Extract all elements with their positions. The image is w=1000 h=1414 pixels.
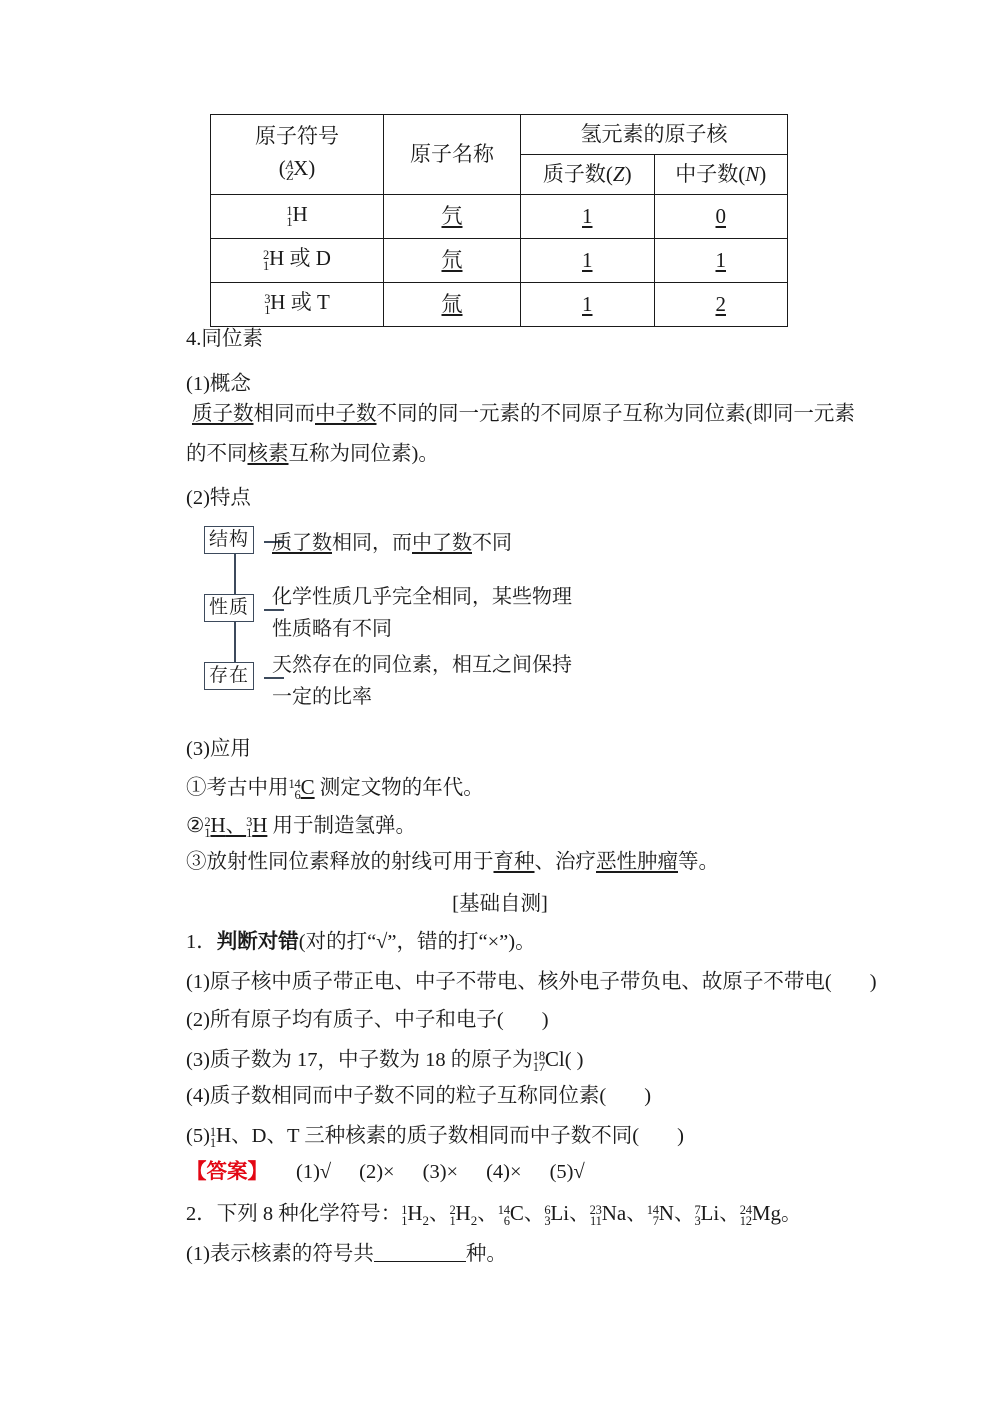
diagram-box-existence: 存在 — [204, 662, 254, 690]
proton-label: 质子数( — [542, 161, 613, 186]
mass-number: A — [285, 158, 294, 173]
item-paren: ) — [644, 1085, 652, 1107]
nuclide-symbol — [589, 1201, 627, 1228]
element-symbol: H — [252, 813, 268, 837]
item-text: 所有原子均有质子、中子和电子( — [209, 1009, 504, 1031]
isotope-table — [210, 114, 788, 327]
nuclide-symbol — [739, 1201, 781, 1228]
neutron-symbol: N — [745, 161, 760, 186]
neutron-label: 中子数( — [675, 161, 746, 186]
q2-symbol-list — [401, 1201, 781, 1229]
app1-text-post: 测定文物的年代。 — [314, 777, 484, 799]
mass-number: 2 — [204, 815, 211, 830]
nuclide-tritium — [246, 813, 268, 840]
table-row — [211, 238, 788, 282]
atomic-number: 1 — [246, 826, 253, 840]
application-item-3 — [186, 848, 719, 878]
item-label: (2) — [186, 1009, 210, 1031]
mass-number: 1 — [209, 1125, 216, 1140]
application-item-2 — [186, 810, 416, 846]
nuclide-notation — [263, 246, 269, 276]
nuclide-notation — [264, 290, 270, 320]
cell-name: 氕 — [384, 194, 521, 238]
item-paren: ) — [677, 1125, 684, 1147]
app3-text-c: 等。 — [678, 851, 719, 873]
term-breeding: 育种 — [493, 851, 535, 873]
mass-number: 3 — [264, 292, 271, 307]
header-cell-neutron — [654, 154, 788, 194]
atomic-number: Z — [286, 168, 294, 183]
proton-paren: ) — [624, 161, 632, 186]
app2-text-post: 用于制造氢弹。 — [267, 815, 416, 837]
item-label: (4) — [186, 1085, 210, 1107]
item-text: 质子数为 17，中子数为 18 的原子为 — [209, 1049, 533, 1071]
cell-neutron: 2 — [654, 282, 788, 326]
cell-proton: 1 — [521, 282, 655, 326]
atomic-number: 11 — [590, 1214, 602, 1228]
answer-label: 【答案】 — [186, 1161, 268, 1183]
concept-text-a: 相同而 — [253, 403, 315, 425]
atomic-number: 1 — [263, 258, 270, 273]
concept-text-c: 的不同 — [186, 443, 248, 465]
nuclide-carbon-14 — [288, 775, 315, 802]
nuclide-symbol — [497, 1201, 524, 1228]
diagram-text-end: 不同 — [472, 532, 512, 554]
diagram-text-properties-line2: 性质略有不同 — [272, 618, 392, 640]
atomic-number: 1 — [264, 302, 271, 317]
atomic-number: 3 — [694, 1214, 701, 1228]
judgement-item-3 — [186, 1044, 584, 1080]
item-text: 、D、T 三种核素的质子数相同而中子数不同( — [231, 1125, 640, 1147]
header-cell-symbol — [211, 115, 384, 195]
symbol-separator: 、 — [626, 1203, 647, 1225]
table-row — [211, 282, 788, 326]
element-symbol: Li — [550, 1201, 570, 1225]
element-symbol: C — [509, 1201, 524, 1225]
judgement-item-1 — [186, 968, 877, 998]
header-symbol-line2 — [213, 155, 381, 186]
element-symbol: H — [215, 1123, 232, 1147]
element-symbol: H — [407, 1201, 423, 1225]
cell-symbol — [211, 194, 384, 238]
symbol-separator: 、 — [673, 1203, 695, 1225]
neutron-paren: ) — [759, 161, 767, 186]
app3-text-b: 、治疗 — [534, 851, 596, 873]
answer-2: (2)× — [359, 1161, 395, 1183]
concept-line-2 — [186, 440, 439, 470]
mass-number: 2 — [449, 1203, 456, 1218]
answer-5: (5)√ — [549, 1161, 585, 1183]
app2-separator: 、 — [225, 815, 247, 837]
nuclide-symbol — [449, 1201, 478, 1229]
atomic-number: 1 — [449, 1214, 456, 1228]
molecule-subscript: 2 — [422, 1213, 429, 1229]
q1-bold-label: 判断对错 — [216, 931, 299, 953]
subsection-label-concept: (1)概念 — [186, 373, 251, 395]
element-symbol: Na — [601, 1201, 627, 1225]
header-cell-group: 氢元素的原子核 — [521, 115, 788, 155]
atomic-number: 1 — [401, 1214, 408, 1228]
item-paren: ) — [869, 971, 877, 993]
mass-number: 3 — [246, 815, 253, 830]
features-diagram — [198, 520, 618, 710]
atomic-number: 1 — [286, 214, 293, 229]
answer-1: (1)√ — [296, 1161, 332, 1183]
element-symbol: H 或 D — [269, 245, 331, 270]
cell-name: 氘 — [384, 238, 521, 282]
element-symbol: H 或 T — [270, 289, 330, 314]
term-neutron-number: 中子数 — [315, 403, 377, 425]
cell-neutron: 1 — [654, 238, 788, 282]
mass-number: 1 — [286, 204, 293, 219]
nuclide-deuterium — [204, 813, 226, 840]
fill-in-blank[interactable] — [374, 1245, 466, 1262]
item-label: (5) — [186, 1125, 210, 1147]
mass-number: 23 — [589, 1203, 602, 1218]
table-row — [211, 194, 788, 238]
molecule-subscript: 2 — [470, 1213, 478, 1229]
header-symbol-line1: 原子符号 — [255, 124, 339, 148]
term-proton-number: 质子数 — [192, 403, 254, 425]
table-header-row — [211, 115, 788, 155]
mass-number: 2 — [263, 248, 270, 263]
item-text: 原子核中质子带正电、中子不带电、核外电子带负电、故原子不带电( — [209, 971, 832, 993]
judgement-item-5 — [186, 1120, 684, 1156]
term-proton-number-2: 质了数 — [272, 532, 332, 554]
diagram-text-structure — [272, 528, 512, 558]
atomic-number: 3 — [544, 1214, 551, 1228]
app2-marker: ② — [186, 815, 205, 837]
item-label: (1) — [186, 971, 210, 993]
nuclide-chlorine — [533, 1047, 545, 1079]
symbol-separator: 、 — [569, 1203, 590, 1225]
q2-sub1-text-post: 种。 — [465, 1243, 507, 1265]
atomic-number: 7 — [652, 1214, 659, 1228]
term-nuclide: 核素 — [247, 443, 289, 465]
atomic-number: 12 — [739, 1214, 752, 1228]
q2-number: 2． — [186, 1203, 217, 1225]
element-symbol: Li — [700, 1201, 720, 1225]
cell-symbol — [211, 282, 384, 326]
element-symbol: H — [292, 201, 308, 226]
application-item-1 — [186, 772, 484, 808]
proton-symbol: Z — [612, 161, 625, 186]
element-symbol: Cl — [544, 1047, 565, 1071]
answer-4: (4)× — [486, 1161, 522, 1183]
nuclide-notation — [286, 202, 292, 232]
concept-text-b: 不同的同一元素的不同原子互称为同位素(即同一元素 — [376, 403, 855, 425]
atomic-number: 6 — [294, 788, 301, 802]
symbol-separator: 、 — [523, 1203, 545, 1225]
judgement-item-2 — [186, 1006, 549, 1036]
mass-number: 14 — [646, 1203, 659, 1218]
diagram-box-structure: 结构 — [204, 526, 254, 554]
header-symbol-x: X) — [293, 155, 316, 180]
q1-instruction: (对的打“√”，错的打“×”)。 — [298, 931, 536, 953]
judgement-item-4 — [186, 1082, 651, 1112]
question-2 — [186, 1198, 802, 1234]
diagram-box-properties: 性质 — [204, 594, 254, 622]
cell-name: 氚 — [384, 282, 521, 326]
app3-text-a: ③放射性同位素释放的射线可用于 — [186, 851, 494, 873]
item-paren: ) — [541, 1009, 549, 1031]
cell-proton: 1 — [521, 194, 655, 238]
q2-text: 下列 8 种化学符号： — [216, 1203, 402, 1225]
nuclide-notation — [286, 156, 293, 186]
nuclide-symbol — [694, 1201, 720, 1228]
symbol-separator: 、 — [428, 1203, 450, 1225]
term-neutron-number-2: 中了数 — [412, 532, 472, 554]
symbol-separator: 、 — [477, 1203, 498, 1225]
nuclide-symbol — [544, 1201, 570, 1228]
q2-period: 。 — [781, 1203, 802, 1225]
element-symbol: Mg — [751, 1201, 781, 1225]
mass-number: 6 — [544, 1203, 551, 1218]
paren-open: ( — [278, 155, 286, 180]
cell-proton: 1 — [521, 238, 655, 282]
cell-neutron: 0 — [654, 194, 788, 238]
q1-number: 1． — [186, 931, 217, 953]
atomic-number: 6 — [503, 1214, 510, 1228]
mass-number: 18 — [532, 1049, 545, 1064]
mass-number: 14 — [497, 1203, 510, 1218]
symbol-separator: 、 — [719, 1203, 740, 1225]
term-malignant-tumor: 恶性肿瘤 — [596, 851, 678, 873]
nuclide-protium — [210, 1123, 216, 1155]
answer-blank[interactable]: ( ) — [564, 1049, 584, 1071]
app1-text-pre: ①考古中用 — [186, 777, 289, 799]
diagram-text-existence-line1: 天然存在的同位素，相互之间保持 — [272, 654, 572, 676]
cell-symbol — [211, 238, 384, 282]
subsection-label-features: (2)特点 — [186, 487, 251, 509]
element-symbol: H — [455, 1201, 471, 1225]
nuclide-symbol — [401, 1201, 429, 1229]
header-cell-proton — [521, 154, 655, 194]
diagram-text-existence-line2: 一定的比率 — [272, 686, 372, 708]
mass-number: 14 — [288, 777, 301, 792]
element-symbol: N — [658, 1201, 674, 1225]
mass-number: 1 — [401, 1203, 408, 1218]
question-1 — [186, 928, 536, 958]
mass-number: 24 — [739, 1203, 752, 1218]
item-label: (3) — [186, 1049, 210, 1071]
question-2-sub1 — [186, 1240, 507, 1270]
concept-line-1 — [192, 400, 855, 430]
diagram-text-mid: 相同，而 — [332, 532, 412, 554]
atomic-number: 1 — [209, 1136, 216, 1150]
answer-row — [186, 1158, 585, 1188]
q2-sub1-text-pre: (1)表示核素的符号共 — [186, 1243, 374, 1265]
subsection-label-application: (3)应用 — [186, 738, 251, 760]
header-cell-name: 原子名称 — [384, 115, 521, 195]
element-symbol: C — [300, 775, 315, 799]
diagram-text-properties-line1: 化学性质几乎完全相同，某些物理 — [272, 586, 572, 608]
mass-number: 7 — [694, 1203, 701, 1218]
atomic-number: 17 — [532, 1060, 545, 1074]
selftest-title: [基础自测] — [452, 893, 548, 915]
element-symbol: H — [210, 813, 226, 837]
answer-3: (3)× — [422, 1161, 459, 1183]
section-heading-isotope: 4.同位素 — [186, 328, 263, 350]
concept-text-d: 互称为同位素)。 — [288, 443, 439, 465]
item-text: 质子数相同而中子数不同的粒子互称同位素( — [209, 1085, 607, 1107]
nuclide-symbol — [646, 1201, 674, 1228]
atomic-number: 1 — [204, 826, 211, 840]
